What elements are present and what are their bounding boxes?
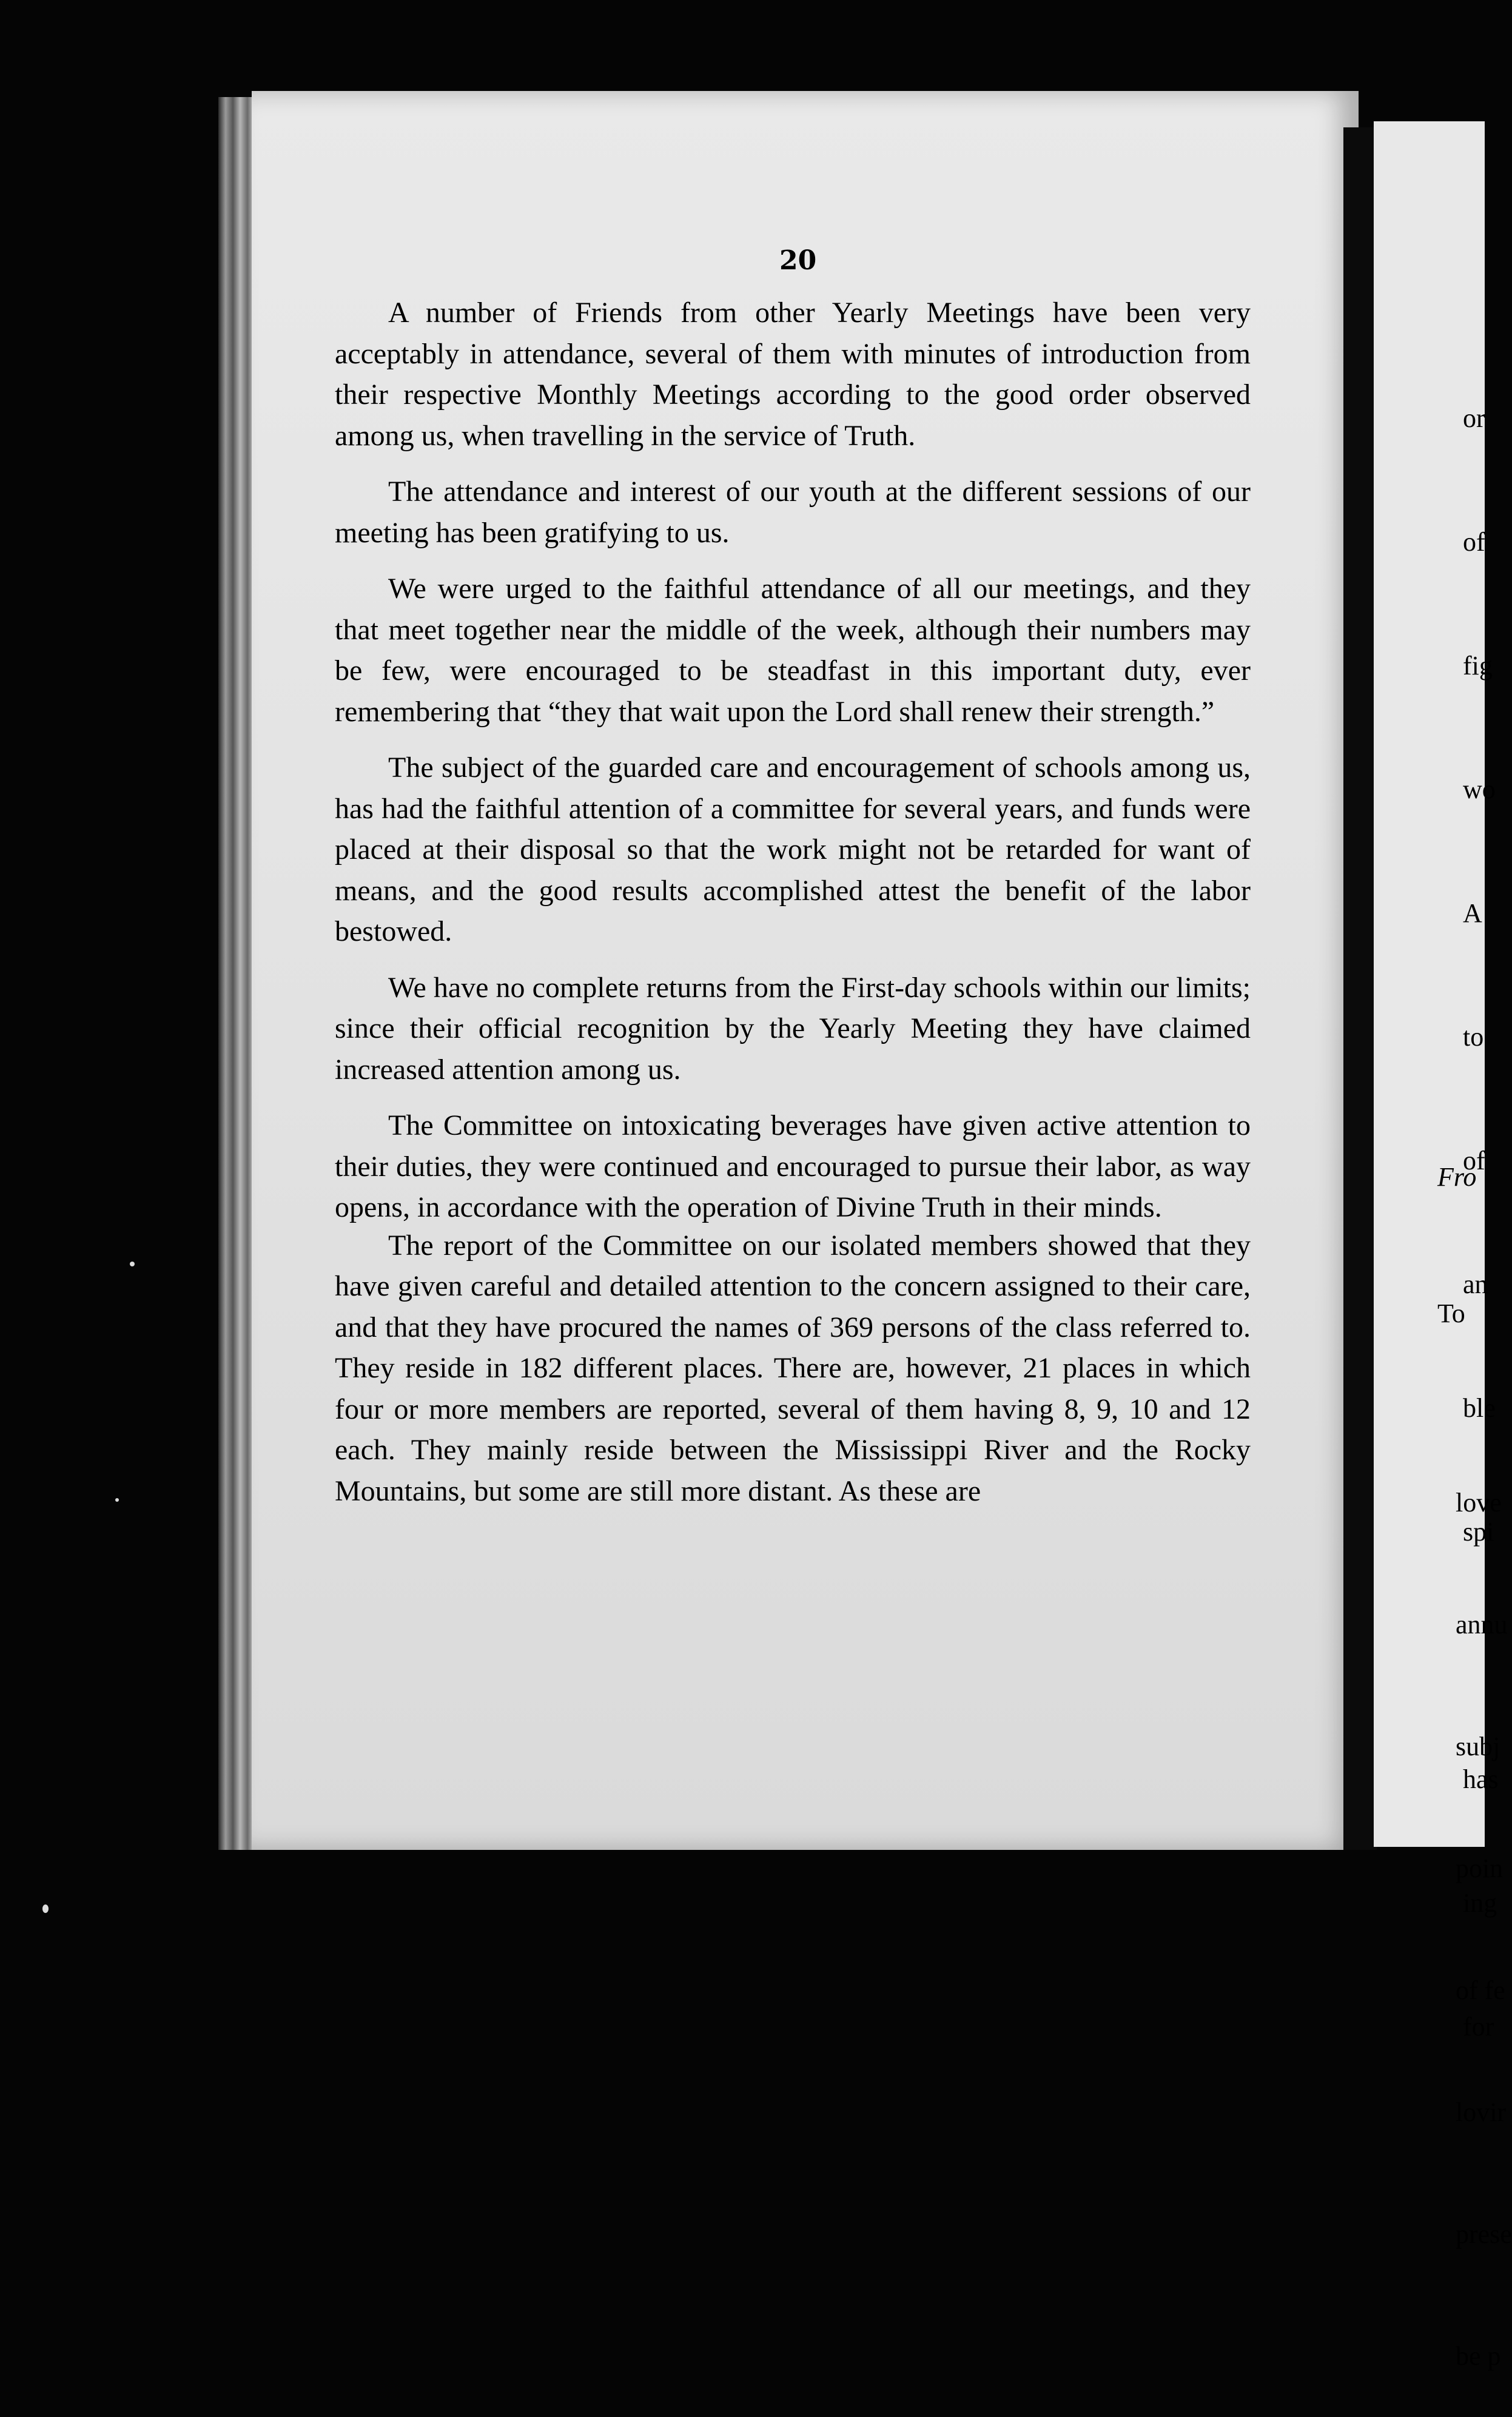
fragment-line: of [1463, 527, 1485, 557]
fragment-line: ing [1463, 1888, 1497, 1918]
fragment-line: love [1456, 1488, 1502, 1518]
fragment-line: spi [1463, 1517, 1494, 1547]
paragraph-schools: The subject of the guarded care and encouragement of schools among us, has had the faithful attention of a committee for several years, and funds were placed at their disposal so that the work might not be retarded for want of means, and the good results accomplished attest the benefit of the labor bestowed. [335, 751, 1251, 947]
fragment-line: ble [1463, 1393, 1496, 1423]
film-speck [115, 1498, 119, 1502]
fragment-line: to [1463, 1022, 1484, 1052]
fragment-line: has [1463, 1764, 1499, 1794]
page-number: 20 [779, 245, 817, 276]
fragment-line: for [1463, 2012, 1494, 2042]
fragment-line: an [1463, 1269, 1488, 1299]
fragment-line: be p [1456, 2341, 1501, 2371]
page-body [335, 292, 1251, 1527]
paragraph-meeting-attendance: We were urged to the faithful attendance of all our meetings, and they that meet together near the middle of the week, although their numbers may be few, were encouraged to be steadfast in this important duty, ever remembering that “they that wait upon the Lord shall renew their strength.” [335, 573, 1251, 728]
paragraph-first-day-schools: We have no complete returns from the First-day schools within our limits; since their official recognition by the Yearly Meeting they have claimed increased attention among us. [335, 971, 1251, 1086]
film-speck [130, 1262, 135, 1266]
page-stack-edges [218, 97, 255, 1850]
opposite-page-heading-fragment: Fro [1437, 1162, 1477, 1192]
paragraph-intoxicating-beverages: The Committee on intoxicating beverages have given active attention to their duties, they were continued and encouraged to pursue their labor, as way opens, in accordance with the operation of Divine Truth in their minds. [335, 1109, 1251, 1223]
fragment-line: subj [1456, 1732, 1500, 1761]
fragment-line: of [1463, 1146, 1485, 1175]
fragment-line: wo [1463, 775, 1496, 804]
paragraph-isolated-members: The report of the Committee on our isolated members showed that they have given careful and detailed attention to the concern assigned to their care, and that they have procured the names of 369 persons of the class referred to. They reside in 182 different places. There are, however, 21 places in which four or more members are reported, several of them having 8, 9, 10 and 12 each. They mainly reside between the Mississippi River and the Rocky Mountains, but some are still more distant. As these are [335, 1229, 1251, 1507]
fragment-line: prese [1456, 2219, 1512, 2249]
fragment-line: or [1463, 403, 1485, 433]
fragment-line: of fe [1456, 1975, 1505, 2005]
film-speck [42, 1904, 49, 1913]
paragraph-youth-attendance: The attendance and interest of our youth at the different sessions of our meeting has been gratifying to us. [335, 476, 1251, 549]
book-gutter [1343, 127, 1377, 1850]
paragraph-visiting-friends: A number of Friends from other Yearly Meetings have been very acceptably in attendance, several of them with minutes of introduction from their respective Monthly Meetings according to the good order observed among us, when travelling in the service of Truth. [335, 297, 1251, 452]
fragment-line: A [1463, 898, 1482, 928]
opposite-page-fragments-bottom [1456, 1401, 1512, 2417]
fragment-line: lovir [1456, 2097, 1507, 2127]
fragment-line: annu [1456, 1610, 1508, 1639]
fragment-line: poin [1456, 1854, 1504, 1883]
opposite-page-salutation-fragment: To [1437, 1299, 1465, 1328]
fragment-line: fig [1463, 651, 1493, 681]
